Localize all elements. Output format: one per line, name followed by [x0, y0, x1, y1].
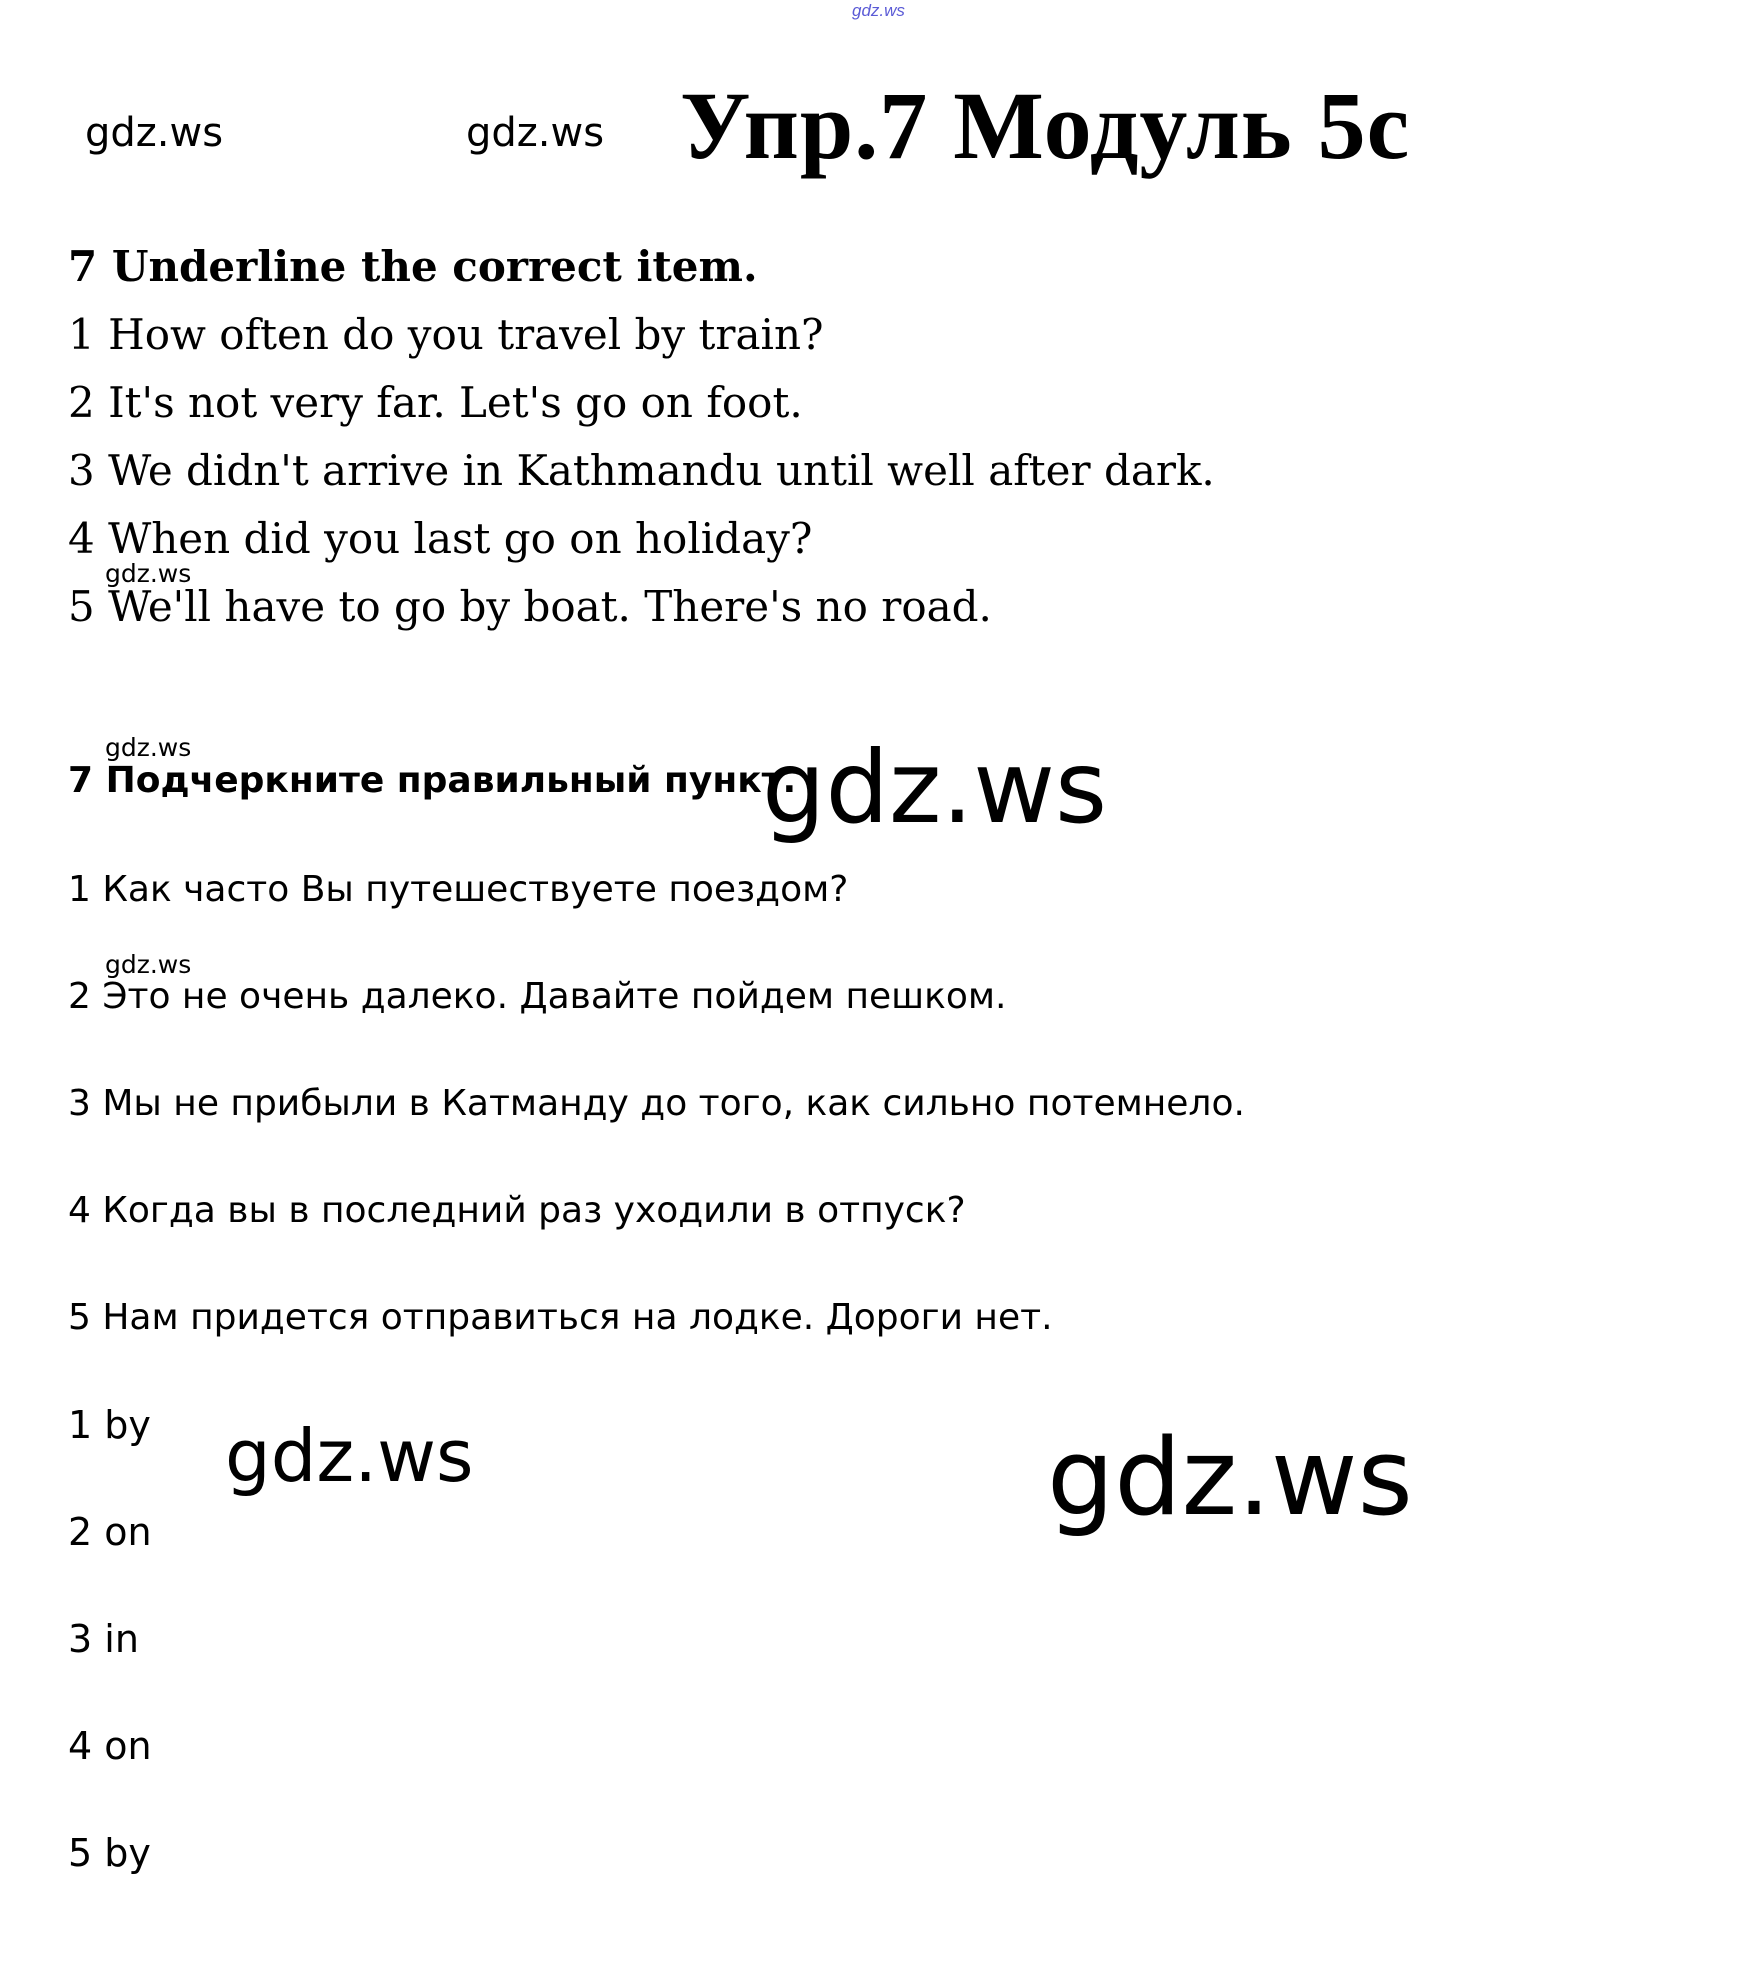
watermark-large-3: gdz.ws	[1047, 1416, 1413, 1539]
exercise-heading-en: 7 Underline the correct item.	[68, 242, 758, 291]
exercise-line-en-1: 1 How often do you travel by train?	[68, 310, 824, 359]
answer-4: 4 on	[68, 1724, 152, 1768]
watermark-large-2: gdz.ws	[225, 1414, 474, 1498]
translation-line-ru-3: 3 Мы не прибыли в Катманду до того, как сильно потемнело.	[68, 1083, 1245, 1124]
watermark-large-1: gdz.ws	[762, 729, 1108, 846]
page-title: Упр.7 Модуль 5c	[680, 72, 1411, 179]
exercise-line-en-4: 4 When did you last go on holiday?	[68, 514, 813, 563]
exercise-line-en-2: 2 It's not very far. Let's go on foot.	[68, 378, 803, 427]
watermark-small-3: gdz.ws	[105, 950, 192, 979]
watermark-small-2: gdz.ws	[105, 733, 192, 762]
watermark-small-1: gdz.ws	[105, 559, 192, 588]
exercise-line-en-3: 3 We didn't arrive in Kathmandu until well after dark.	[68, 446, 1215, 495]
translation-line-ru-4: 4 Когда вы в последний раз уходили в отпуск?	[68, 1190, 966, 1231]
watermark-header-left: gdz.ws	[85, 110, 224, 156]
translation-line-ru-5: 5 Нам придется отправиться на лодке. Дороги нет.	[68, 1297, 1053, 1338]
answer-2: 2 on	[68, 1510, 152, 1554]
translation-line-ru-1: 1 Как часто Вы путешествуете поездом?	[68, 869, 849, 910]
answer-3: 3 in	[68, 1617, 139, 1661]
translation-line-ru-2: 2 Это не очень далеко. Давайте пойдем пешком.	[68, 976, 1007, 1017]
watermark-top: gdz.ws	[852, 1, 905, 20]
watermark-header-center: gdz.ws	[466, 110, 605, 156]
exercise-line-en-5: 5 We'll have to go by boat. There's no road.	[68, 582, 992, 631]
answer-5: 5 by	[68, 1831, 151, 1875]
answer-1: 1 by	[68, 1403, 151, 1447]
translation-heading-ru: 7 Подчеркните правильный пункт.	[68, 760, 797, 801]
